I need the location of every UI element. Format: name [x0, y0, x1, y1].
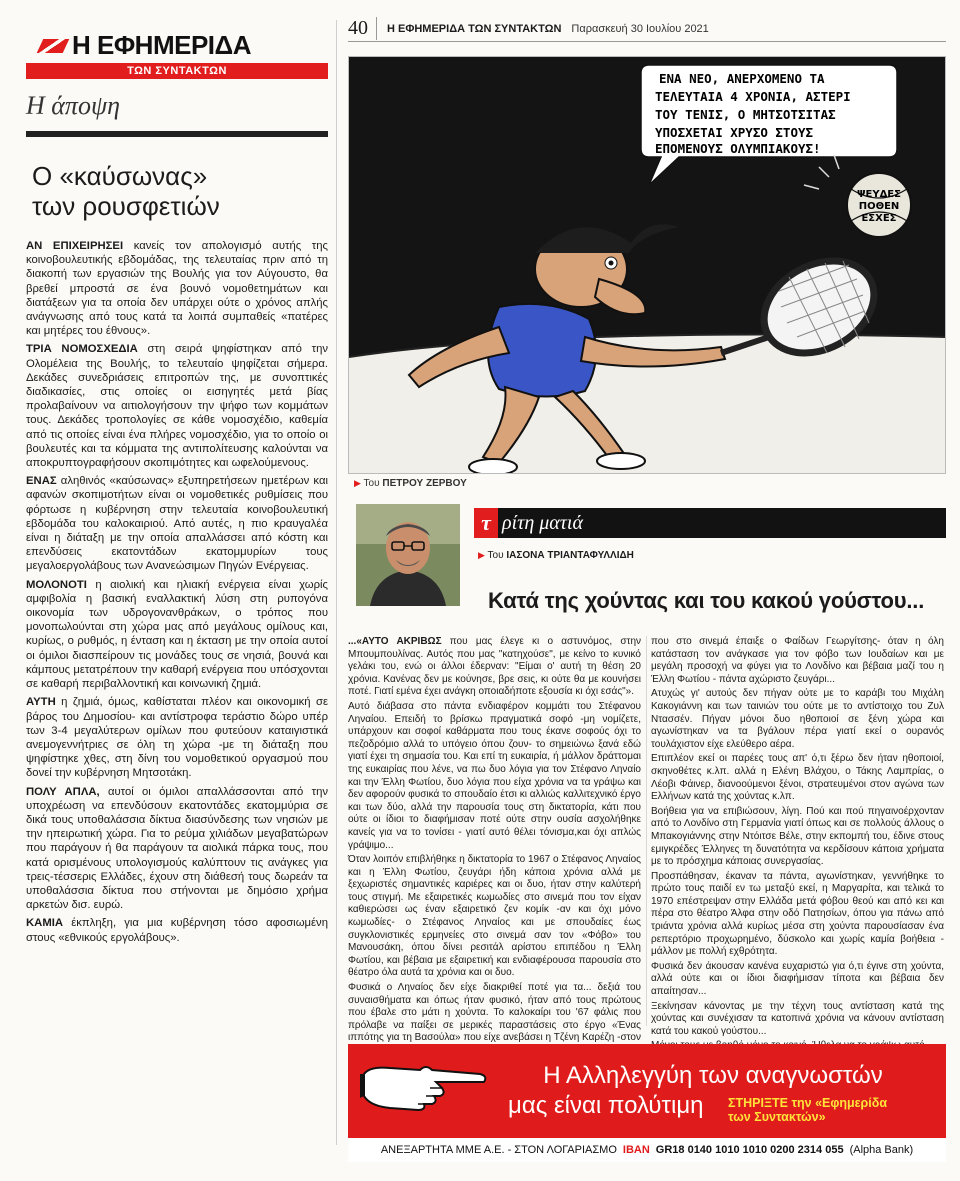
caption-triangle-icon: ▶ [354, 478, 361, 488]
speech-line-5: ΕΠΟΜΕΝΟΥΣ ΟΛΥΜΠΙΑΚΟΥΣ! [655, 141, 821, 156]
ad-support-line-1: ΣΤΗΡΙΞΤΕ την «Εφημερίδα [728, 1096, 888, 1110]
article-paragraph-text: Επιπλέον εκεί οι παρέες τους απ' ό,τι ξέρω δεν ήταν ηθοποιοί, σκηνοθέτες κ.λπ. αλλά η Ελένη Βλάχου, ο Τάκης Λαμπρίας, ο Λέοβι Φάινερ, διανοούμενοι ξένοι, στρατευμένοι στον αγώνα των Ελλήνων κατά της χούντας κ.λπ. [651, 753, 944, 803]
speech-line-3: ΤΟΥ ΤΕΝΙΣ, Ο ΜΗΤΣΟΤΣΙΤΑΣ [655, 107, 836, 122]
ad-support-line-2: των Συντακτών» [728, 1110, 826, 1124]
editorial-paragraph [26, 695, 328, 780]
cartoon-caption [354, 478, 467, 489]
editorial-paragraph-lead: ΜΟΛΟΝΟΤΙ [26, 578, 87, 591]
bank-name: (Alpha Bank) [849, 1144, 914, 1156]
column-name: ρίτη ματιά [502, 511, 583, 534]
editorial-paragraph [26, 239, 328, 338]
article-paragraph-text: Ατυχώς γι' αυτούς δεν πήγαν ούτε με το καράβι του Μιχάλη Κακογιάννη και των ταινιών του ούτε με το αντίστοιχο του Ζυλ Ντασσέν. Πήγαν μόνοι δυο ηθοποιοί σε ξένη χώρα και αγωνίστηκαν να τα βγάλουν πέρα γιατί εκεί ο ουρανός τουλάχιστον είχε ελεύθερο αέρα. [651, 688, 944, 750]
ad-footer-prefix: ΑΝΕΞΑΡΤΗΤΑ ΜΜΕ Α.Ε. - ΣΤΟΝ ΛΟΓΑΡΙΑΣΜΟ [380, 1144, 617, 1156]
column-header-bar [474, 508, 946, 538]
caricature-shoe-right [597, 453, 645, 469]
article-paragraph-text: Φυσικά δεν άκουσαν κανένα ευχαριστώ για ό,τι έγινε στη χούντα, αλλά ούτε και οι ίδιοι διαφήμισαν τίποτα και βέβαια δεν απαίτησαν... [651, 960, 944, 998]
author-portrait-icon [356, 504, 460, 606]
ad-footer [348, 1138, 946, 1162]
cartoon-drawing [349, 57, 946, 474]
article-paragraph-lead: ...«ΑΥΤΟ ΑΚΡΙΒΩΣ [348, 636, 442, 647]
caricature-pupil [609, 261, 614, 266]
editorial-paragraph-lead: ΕΝΑΣ [26, 475, 57, 488]
article-paragraph [651, 871, 944, 959]
column-mark: τ [474, 508, 498, 538]
byline-author: ΙΑΣΟΝΑ ΤΡΙΑΝΤΑΦΥΛΛΙΔΗ [506, 550, 634, 561]
headline-line-1: Ο «καύσωνας» [32, 161, 208, 191]
ad-support-text [728, 1096, 887, 1124]
paper-name: Η ΕΦΗΜΕΡΙΔΑ ΤΩΝ ΣΥΝΤΑΚΤΩΝ [387, 22, 562, 35]
article-paragraph [651, 688, 944, 751]
pointing-hand-icon [360, 1056, 490, 1116]
editorial-paragraph-text: η ζημιά, όμως, καθίσταται πλέον και οικονομική σε βάρος του Δημοσίου- και αντίστροφα τεράστιο δώρο υπέρ των 3-4 μεγαλύτερων ομίλων που φυτεύουν καταιγιστικά ανεμογεννήτριες σε όλη τη χώρα -με τη διάταξη που ψηφίστηκε χθες, στη δίνη του νομοθετικού οργασμού που δονεί την κυβέρνηση Μητσοτάκη. [26, 696, 328, 780]
editorial-paragraph [26, 342, 328, 470]
article-paragraph [348, 854, 641, 980]
editorial-paragraph-text: αληθινός «καύσωνας» εξυπηρετήσεων ημετέρων και αφανών σκοπιμοτήτων είναι οι νομοθετικές ρυθμίσεις που φόρτωσε η κυβέρνηση στην τελευταία κοινοβουλευτική εβδομάδα του καλοκαιριού. Από αυτές, η πιο κραυγαλέα είναι η διάταξη με την οποία απαλλάσσει από κόστη και επενδύσεις εκατοντάδων εκατομμυρίων τους μεγαλοεργολάβους των Ανανεώσιμων Πηγών Ενέργειας. [26, 475, 328, 573]
cartoon [348, 56, 946, 474]
article-paragraph-text: Φυσικά ο Ληναίος δεν είχε διακριθεί ποτέ για τα... δεξιά του συναισθήματα και όπως ήταν φυσικό, ήταν από τους πρώτους που έβαλε στο μάτι η χούντα. Το καλοκαίρι του '67 φάλις που πρόλαβε να παίξει σε μερικές παραστάσεις στο έργο «Ένας ιππότης για τη Βασούλα» που είχε ανεβάσει η Τζένη Καρέζη -στον [348, 982, 641, 1044]
solidarity-ad [348, 1044, 946, 1162]
article-paragraph-text: Προσπάθησαν, έκαναν τα πάντα, αγωνίστηκαν, γεννήθηκε το πρώτο τους παιδί εν τω μεταξύ εκεί, η Μαργαρίτα, και τελικά το 1970 επέστρεψαν στην Ελλάδα μετά φόβου θεού και από κει και πέρα στο θέατρο Άλφα στην οδό Πατησίων, όπου για πάνω από τριάντα χρόνια αλλά κυρίως μέσα στη χούντα παρουσίασαν ένα ρεπερτόριο προχωρημένο, δύσκολο και χωρίς καμία βοήθεια - μάλλον με πολλή εχθρότητα. [651, 870, 944, 958]
ball-line-3: ΕΣΧΕΣ [861, 213, 897, 224]
column-divider [336, 20, 337, 1145]
page-number: 40 [348, 17, 377, 40]
article-paragraph [651, 1001, 944, 1039]
article-paragraph [651, 961, 944, 999]
article-paragraph [651, 636, 944, 686]
editorial-paragraph-lead: ΠΟΛΥ ΑΠΛΑ, [26, 785, 100, 798]
editorial-body [26, 239, 328, 945]
editorial-paragraph [26, 474, 328, 573]
speech-line-2: ΤΕΛΕΥΤΑΙΑ 4 ΧΡΟΝΙΑ, ΑΣΤΕΡΙ [655, 89, 851, 104]
caricature-shoe-left [469, 459, 517, 474]
article-paragraph-text: Όταν λοιπόν επιβλήθηκε η δικτατορία το 1967 ο Στέφανος Ληναίος και η Έλλη Φωτίου, ζευγάρι ήδη κάποια χρόνια αλλά με ξεχωριστές σημαντικές καριέρες και οι δυο, ήταν στην καλύτερή τους στιγμή. Με εξαιρετικές κωμωδίες στο σινεμά που τον είχαν καθιερώσει ως έναν εξαιρετικό ζεν κομίκ -αν και όχι μόνο κωμωδίες- ο Στέφανος Ληναίος και με σπουδαίες έως συγκλονιστικές ερμηνείες στο σινεμά σαν τον «Φόβο» του Μανουσάκη, όπου δίνει ρεσιτάλ αρίστου επιπέδου η Έλλη Φωτίου, και βέβαια με εξαιρετική και ενδιαφέρουσα παρουσία στο θέατρο όλα αυτά τα χρόνια και οι δυο. [348, 854, 641, 979]
editorial-paragraph-lead: ΑΝ ΕΠΙΧΕΙΡΗΣΕΙ [26, 240, 124, 252]
article-column-divider [646, 636, 647, 1026]
article-column-2 [651, 636, 944, 1055]
byline-triangle-icon: ▶ [478, 550, 485, 560]
byline-prefix: Του [487, 550, 504, 561]
publication-date: Παρασκευή 30 Ιουλίου 2021 [571, 22, 709, 35]
headline-line-2: των ρουσφετιών [32, 191, 220, 221]
article-paragraph-text: Βοήθεια για να επιβιώσουν, λίγη. Πού και πού πηγαινοέρχονταν από το Λονδίνο στη Γερμανία γιατί όπως και σε πολλούς άλλους ο Μπακογιάννης στην Ντόιτσε Βέλε, στην εκπομπή του, έδινε στους εμιγκρέδες Έλληνες τη δυνατότητα να κερδίσουν κάποια χρήματα με το πρόσχημα κάποιας συνεργασίας. [651, 805, 944, 868]
editorial-paragraph-lead: ΚΑΜΙΑ [26, 917, 64, 930]
speech-line-1: ΕΝΑ ΝΕΟ, ΑΝΕΡΧΟΜΕΝΟ ΤΑ [659, 71, 825, 86]
section-label: Η άποψη [26, 91, 328, 137]
ball-line-2: ΠΟΘΕΝ [858, 201, 900, 212]
article-title: Κατά της χούντας και του κακού γούστου... [488, 588, 925, 613]
editorial-column [26, 30, 328, 949]
ball-line-1: ΨΕΥΔΕΣ [857, 189, 901, 200]
article-paragraph [348, 701, 641, 852]
editorial-paragraph-text: αυτοί οι όμιλοι απαλλάσσονται από την υποχρέωση να επενδύσουν εκατοντάδες εκατομμύρια σε δικά τους υποθαλάσσια δίκτυα διασύνδεσης των νησιών με την ηπειρωτική χώρα. Για το ρεύμα χιλιάδων μεγαβατώρων που παράγουν ή θα παράγουν τα αιολικά πάρκα τους, που κατά ορισμένους υπολογισμούς καλύπτουν τις ανάγκες για τρεις-τέσσερις Ελλάδες, έχουν στη διάθεσή τους δωρεάν τα υποθαλάσσια δίκτυα που στήνονται με δημόσιο χρήμα αρκετών δισ. ευρώ. [26, 785, 328, 912]
article-paragraph-text: Ξεκίνησαν κάνοντας με την τέχνη τους αντίσταση κατά της χούντας και συνέχισαν τα κατοπινά χρόνια να κάνουν αντίσταση κατά του κακού γούστου... [651, 1000, 944, 1037]
iban-number: GR18 0140 1010 1010 0200 2314 055 [655, 1144, 844, 1156]
article-paragraph-text: που μας έλεγε κι ο αστυνόμος, στην Μπουμπουλίνας. Αυτός που μας "κατηχούσε", με κείνο το κυνικό γελάκι του, ενώ οι άλλοι έδερναν: "Είμαι ο' αυτή τη θέση 20 χρόνια. Κανένας δεν με κούνησε, βρε σεις, κι ούτε θα με κουνήσει ποτέ. Γιατί εμένα έχει ανάγκη οποιαδήποτε εξουσία κι όχι εσάς"». [348, 636, 642, 698]
masthead [26, 30, 328, 61]
speech-line-4: ΥΠΟΣΧΕΤΑΙ ΧΡΥΣΟ ΣΤΟΥΣ [655, 125, 814, 140]
masthead-swoosh-icon [37, 39, 70, 53]
article-paragraph-text: Αυτό διάβασα στο πάντα ενδιαφέρον κομμάτι του Στέφανου Ληναίου. Επειδή το βρίσκω πραγματικά σοφό -μη νομίζετε, υπάρχουν και σοφοί καθάρματα που τους έκανε σοφούς όχι το πεζοδρόμιο αλλά το υπόγειο όπου ζουν- το σημειώνω ξανά εδώ γιατί έχει τη σημασία του. Και επί τη ευκαιρία, ή μάλλον δράττομαι της ευκαιρίας που λένε, να πω δυο λόγια για τον Στέφανο Ληναίο και την Έλλη Φωτίου, δυο λόγια που είχα χρόνια να τα γράψω και δεν αφορούν φυσικά το σπουδαίο έτσι κι αλλιώς καλλιτεχνικό έργο και των δύο, αλλά την παρουσία τους στη δικτατορία, κάτι που ούτε οι ίδιοι το διαφήμισαν ποτέ ούτε στην ουσία ασχολήθηκε κανείς για να το τονίσει - γιατί αυτό θέλει τόνισμα,και όχι απλώς γράψιμο... [348, 700, 641, 851]
editorial-headline [26, 161, 328, 221]
editorial-paragraph [26, 578, 328, 692]
editorial-paragraph-text: η αιολική και ηλιακή ενέργεια είναι χωρίς αμφιβολία η βασική εναλλακτική λύση στη ρυπογόνα οικονομία των υδρογονανθράκων, ο τρόπος που μονοπωλούνται στη χώρα μας από μεγάλους ομίλους και, κυρίως, ο ρυθμός, η ένταση και η έκταση με την οποία αυτοί οι όμιλοι διασπείρουν τις μονάδες τους σε νησιά, βουνά και κάμπους μετατρέπουν την καθαρή ενέργεια που υπόσχονται σε καθαρή περιβαλλοντική και κοινωνική ζημιά. [26, 578, 328, 691]
masthead-subtitle: ΤΩΝ ΣΥΝΤΑΚΤΩΝ [26, 63, 328, 79]
masthead-title: Η ΕΦΗΜΕΡΙΔΑ [72, 30, 251, 60]
article-paragraph [651, 806, 944, 869]
caption-prefix: Του [363, 478, 380, 489]
article-paragraph-text: που στο σινεμά έπαιξε ο Φαίδων Γεωργίτσης- όταν η όλη κατάσταση τον ανάγκασε για τον φόβο των Ιουδαίων και με μεγάλη προσοχή να φύγει για το Λονδίνο και βέβαια μαζί του η Έλλη Φωτίου - πάντα αχώριστο ζευγάρι... [651, 636, 944, 685]
column-byline [478, 550, 634, 561]
caption-author: ΠΕΤΡΟΥ ΖΕΡΒΟΥ [382, 478, 467, 489]
editorial-paragraph [26, 916, 328, 944]
article-paragraph [651, 753, 944, 803]
author-photo [356, 504, 460, 606]
page-header [348, 16, 946, 42]
article-paragraph [348, 636, 641, 699]
ad-headline: Η Αλληλεγγύη των αναγνωστών [543, 1062, 883, 1089]
article-column-1 [348, 636, 641, 1060]
editorial-paragraph [26, 785, 328, 913]
editorial-paragraph-text: κανείς τον απολογισμό αυτής της κοινοβουλευτικής εβδομάδας, της τελευταίας πριν από τη διακοπή των εργασιών της Βουλής για τον Αύγουστο, θα βρεθεί μπροστά σε ένα βουνό νομοθετημάτων και διατάξεων για τα οποία δεν υπάρχει ούτε ο χρόνος απλής ανάγνωσης από τους κατά τα λοιπά συμπαθείς «πατέρες και μητέρες του έθνους». [26, 240, 328, 338]
editorial-paragraph-text: στη σειρά ψηφίστηκαν από την Ολομέλεια της Βουλής, το τελευταίο ψηφίζεται σήμερα. Δεκάδες συνεδριάσεις επιτροπών της, με συνοπτικές διαδικασίες, στις οποίες οι εισηγητές μετά βίας προλαβαίνουν να αιτιολογήσουν την ψήφο των κομμάτων τους. Δεκάδες τροπολογίες σε κάθε νομοσχέδιο, καθεμία από τις οποίες είναι ένα πλήρες νομοσχέδιο, για το οποίο οι βουλευτές και τα κόμματα της αντιπολίτευσης καλούνται να αποκρυπτογραφήσουν σκοπιμότητες και ωφελούμενους. [26, 343, 329, 470]
editorial-paragraph-lead: ΑΥΤΗ [26, 696, 56, 709]
editorial-paragraph-text: έκπληξη, για μια κυβέρνηση τόσο αφοσιωμένη στους «εθνικούς εργολάβους». [26, 917, 328, 944]
editorial-paragraph-lead: ΤΡΙΑ ΝΟΜΟΣΧΕΔΙΑ [26, 343, 138, 356]
ad-subheadline: μας είναι πολύτιμη [508, 1092, 704, 1119]
iban-label: IBAN [622, 1144, 650, 1156]
